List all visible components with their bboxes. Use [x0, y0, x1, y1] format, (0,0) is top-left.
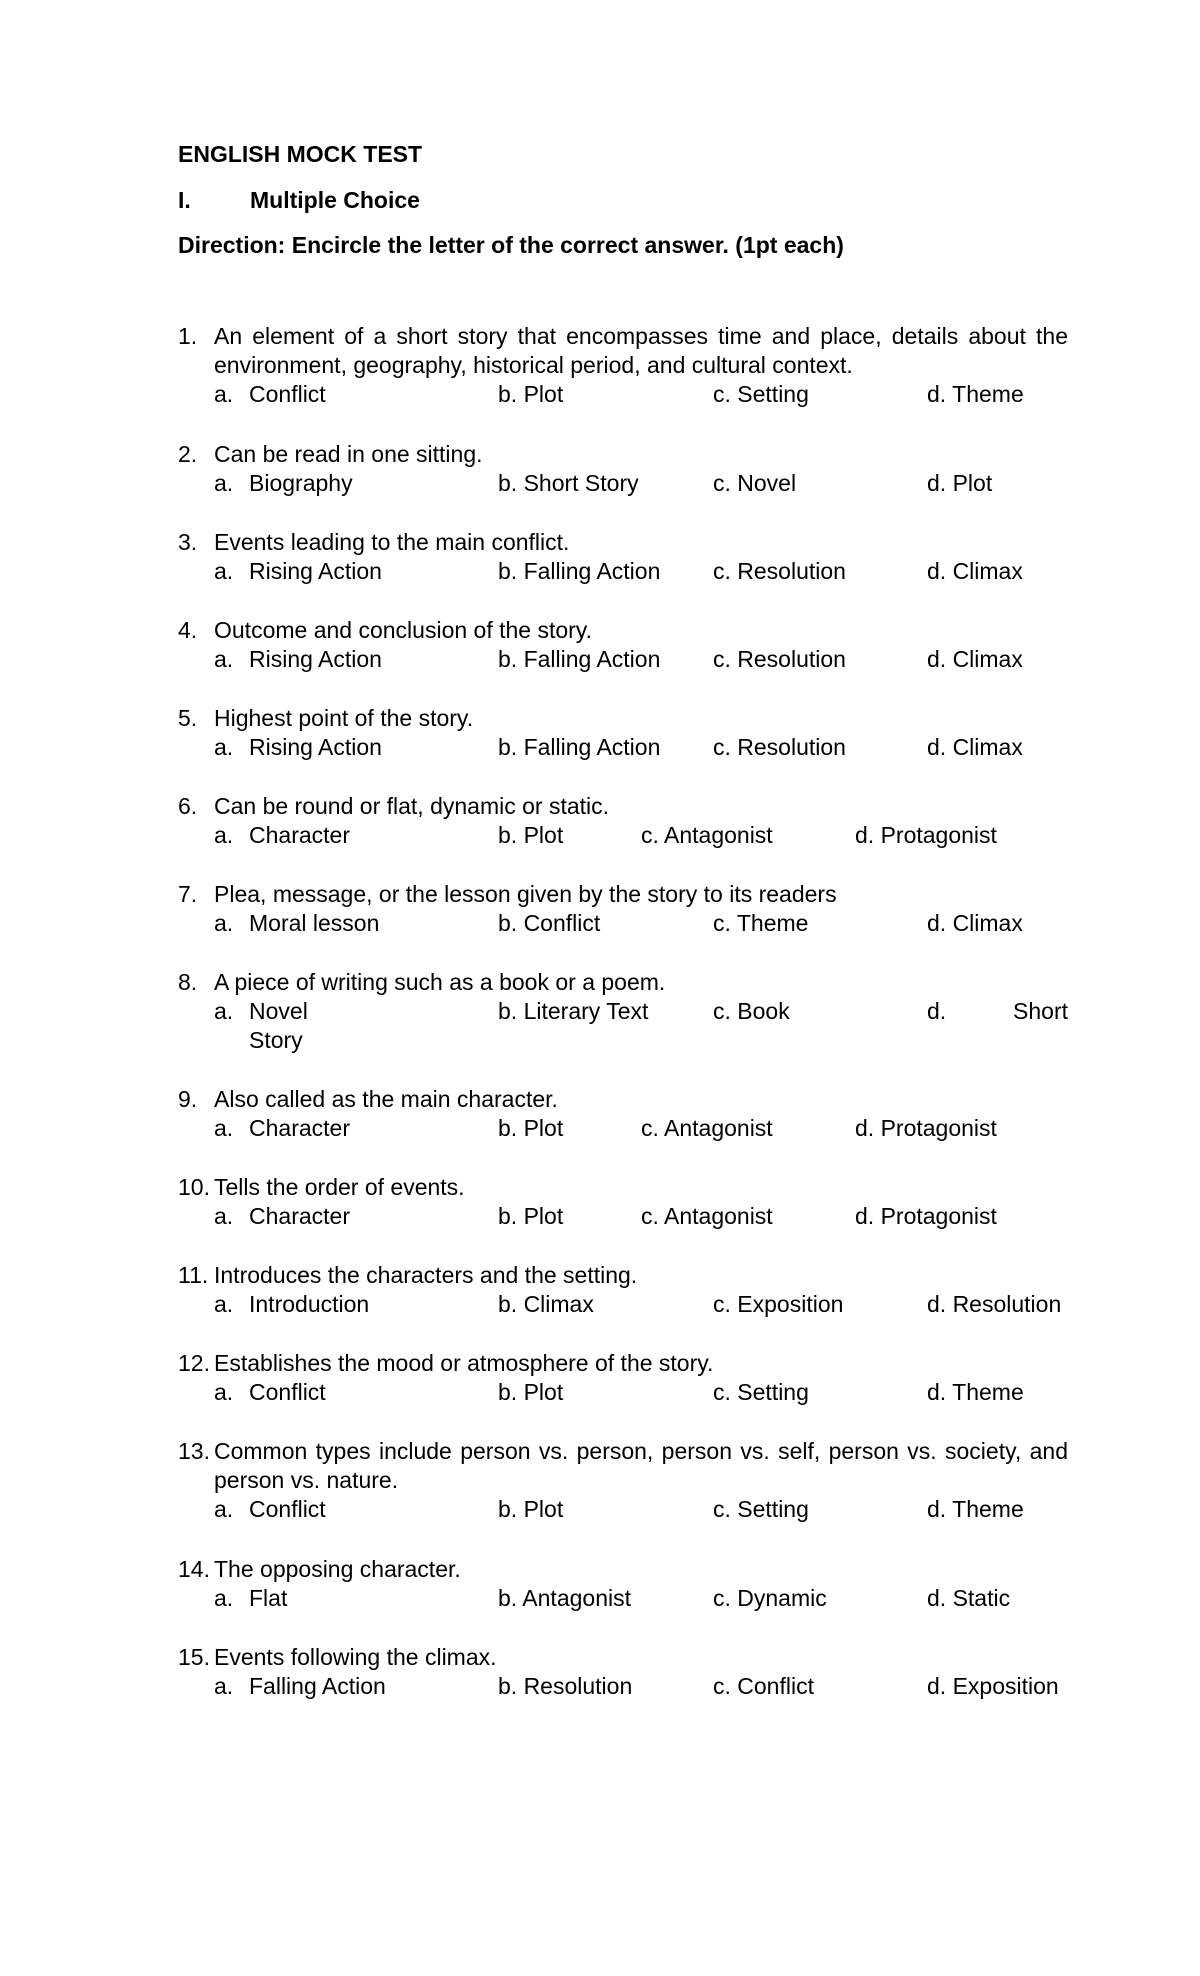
options-row [178, 1202, 1068, 1231]
options-row [178, 1290, 1068, 1319]
question-2 [178, 440, 1068, 498]
question-number: 14. [178, 1556, 210, 1582]
question-text: Establishes the mood or atmosphere of the story. [214, 1350, 714, 1376]
question-number: 11. [178, 1262, 209, 1288]
question-number: 3. [178, 529, 198, 555]
question-number: 2. [178, 441, 198, 467]
option-b[interactable]: b. Literary Text [498, 998, 649, 1024]
question-number: 9. [178, 1086, 198, 1112]
question-14 [178, 1555, 1068, 1613]
question-13 [178, 1437, 1068, 1524]
option-c[interactable]: c. Antagonist [641, 1115, 773, 1141]
option-c[interactable]: c. Book [713, 998, 790, 1024]
option-d-continuation: Story [249, 1027, 303, 1053]
option-d[interactable]: d. Protagonist [855, 822, 997, 848]
question-text: Common types include person vs. person, person vs. self, person vs. society, and person vs. nature. [214, 1438, 1068, 1493]
option-c[interactable]: c. Theme [713, 910, 809, 936]
question-number: 15. [178, 1644, 210, 1670]
question-text: Also called as the main character. [214, 1086, 558, 1112]
options-row [178, 645, 1068, 674]
question-text: Outcome and conclusion of the story. [214, 617, 592, 643]
question-text: Highest point of the story. [214, 705, 474, 731]
option-b[interactable]: b. Falling Action [498, 558, 661, 584]
option-b[interactable]: b. Climax [498, 1291, 594, 1317]
option-b[interactable]: b. Plot [498, 1379, 564, 1405]
option-a[interactable]: a. Biography [214, 470, 353, 496]
option-b[interactable]: b. Falling Action [498, 646, 661, 672]
option-c[interactable]: c. Resolution [713, 734, 846, 760]
option-a[interactable]: a. Falling Action [214, 1673, 386, 1699]
option-a[interactable]: a. Novel [214, 998, 308, 1024]
option-d[interactable]: d. Plot [927, 470, 993, 496]
option-c[interactable]: c. Novel [713, 470, 797, 496]
option-c[interactable]: c. Conflict [713, 1673, 814, 1699]
option-d[interactable]: d. Climax [927, 734, 1023, 760]
option-d[interactable]: d. Climax [927, 910, 1023, 936]
option-c[interactable]: c. Exposition [713, 1291, 844, 1317]
option-a[interactable]: a. Conflict [214, 381, 326, 407]
section-number: I. [178, 187, 191, 213]
option-b[interactable]: b. Plot [498, 381, 564, 407]
option-a[interactable]: a. Conflict [214, 1496, 326, 1522]
options-row [178, 1672, 1068, 1701]
option-a[interactable]: a. Flat [214, 1585, 288, 1611]
option-a[interactable]: a. Character [214, 1115, 350, 1141]
options-row [178, 1495, 1068, 1524]
option-d[interactable]: d. Static [927, 1585, 1011, 1611]
direction-text: Direction: Encircle the letter of the correct answer. (1pt each) [178, 232, 844, 258]
question-9 [178, 1085, 1068, 1143]
question-number: 13. [178, 1438, 210, 1464]
option-c[interactable]: c. Dynamic [713, 1585, 827, 1611]
option-c[interactable]: c. Resolution [713, 558, 846, 584]
question-5 [178, 704, 1068, 762]
options-row [178, 469, 1068, 498]
question-number: 5. [178, 705, 198, 731]
option-b[interactable]: b. Resolution [498, 1673, 633, 1699]
options-row [178, 909, 1068, 938]
option-a[interactable]: a. Rising Action [214, 558, 382, 584]
options-row [178, 733, 1068, 762]
page-title: ENGLISH MOCK TEST [178, 141, 423, 167]
options-row [178, 557, 1068, 586]
option-c[interactable]: c. Setting [713, 1379, 809, 1405]
option-d[interactable]: d. Protagonist [855, 1203, 997, 1229]
section-title: Multiple Choice [250, 187, 420, 213]
question-7 [178, 880, 1068, 938]
question-1 [178, 322, 1068, 409]
question-text: The opposing character. [214, 1556, 461, 1582]
option-d[interactable]: d. Climax [927, 558, 1023, 584]
option-c[interactable]: c. Resolution [713, 646, 846, 672]
question-12 [178, 1349, 1068, 1407]
question-number: 1. [178, 323, 198, 349]
question-number: 8. [178, 969, 198, 995]
question-text: Can be read in one sitting. [214, 441, 483, 467]
question-number: 10. [178, 1174, 210, 1200]
option-a[interactable]: a. Rising Action [214, 734, 382, 760]
option-a[interactable]: a. Character [214, 1203, 350, 1229]
option-d[interactable]: d. Theme [927, 381, 1024, 407]
option-c[interactable]: c. Setting [713, 381, 809, 407]
option-c[interactable]: c. Setting [713, 1496, 809, 1522]
option-d[interactable]: d. Resolution [927, 1291, 1062, 1317]
question-15 [178, 1643, 1068, 1701]
question-4 [178, 616, 1068, 674]
option-a[interactable]: a. Introduction [214, 1291, 370, 1317]
question-number: 4. [178, 617, 198, 643]
question-text: Plea, message, or the lesson given by the story to its readers [214, 881, 837, 907]
option-b[interactable]: b. Conflict [498, 910, 601, 936]
option-b[interactable]: b. Plot [498, 1115, 564, 1141]
options-row [178, 821, 1068, 850]
question-number: 6. [178, 793, 198, 819]
options-row: a. Novel b. Literary Text c. Book d. Short [214, 998, 1068, 1024]
question-number: 12. [178, 1350, 210, 1376]
question-text: Events following the climax. [214, 1644, 497, 1670]
question-text: Can be round or flat, dynamic or static. [214, 793, 610, 819]
option-d[interactable]: d. Theme [927, 1496, 1024, 1522]
option-d[interactable]: d. Exposition [927, 1673, 1059, 1699]
option-b[interactable]: b. Short Story [498, 470, 639, 496]
option-d[interactable]: d. Climax [927, 646, 1023, 672]
question-text: A piece of writing such as a book or a poem. [214, 969, 666, 995]
options-row [178, 1114, 1068, 1143]
option-c[interactable]: c. Antagonist [641, 1203, 773, 1229]
option-b[interactable]: b. Plot [498, 1203, 564, 1229]
option-c[interactable]: c. Antagonist [641, 822, 773, 848]
question-8 [178, 968, 1068, 1055]
option-a[interactable]: a. Rising Action [214, 646, 382, 672]
question-number: 7. [178, 881, 198, 907]
section-heading [178, 186, 420, 215]
option-b[interactable]: b. Plot [498, 822, 564, 848]
question-3 [178, 528, 1068, 586]
option-b[interactable]: b. Antagonist [498, 1585, 631, 1611]
question-text: Tells the order of events. [214, 1174, 465, 1200]
options-row [178, 1584, 1068, 1613]
option-d[interactable]: d. Theme [927, 1379, 1024, 1405]
option-a[interactable]: a. Moral lesson [214, 910, 380, 936]
question-text: An element of a short story that encompasses time and place, details about the environment, geography, historical period, and cultural context. [214, 323, 1068, 378]
question-10 [178, 1173, 1068, 1231]
question-6 [178, 792, 1068, 850]
question-text: Introduces the characters and the setting. [214, 1262, 638, 1288]
option-b[interactable]: b. Falling Action [498, 734, 661, 760]
question-11 [178, 1261, 1068, 1319]
option-d[interactable]: d. Protagonist [855, 1115, 997, 1141]
question-text: Events leading to the main conflict. [214, 529, 570, 555]
options-row [178, 380, 1068, 409]
option-b[interactable]: b. Plot [498, 1496, 564, 1522]
options-row [178, 1378, 1068, 1407]
option-a[interactable]: a. Conflict [214, 1379, 326, 1405]
option-a[interactable]: a. Character [214, 822, 350, 848]
